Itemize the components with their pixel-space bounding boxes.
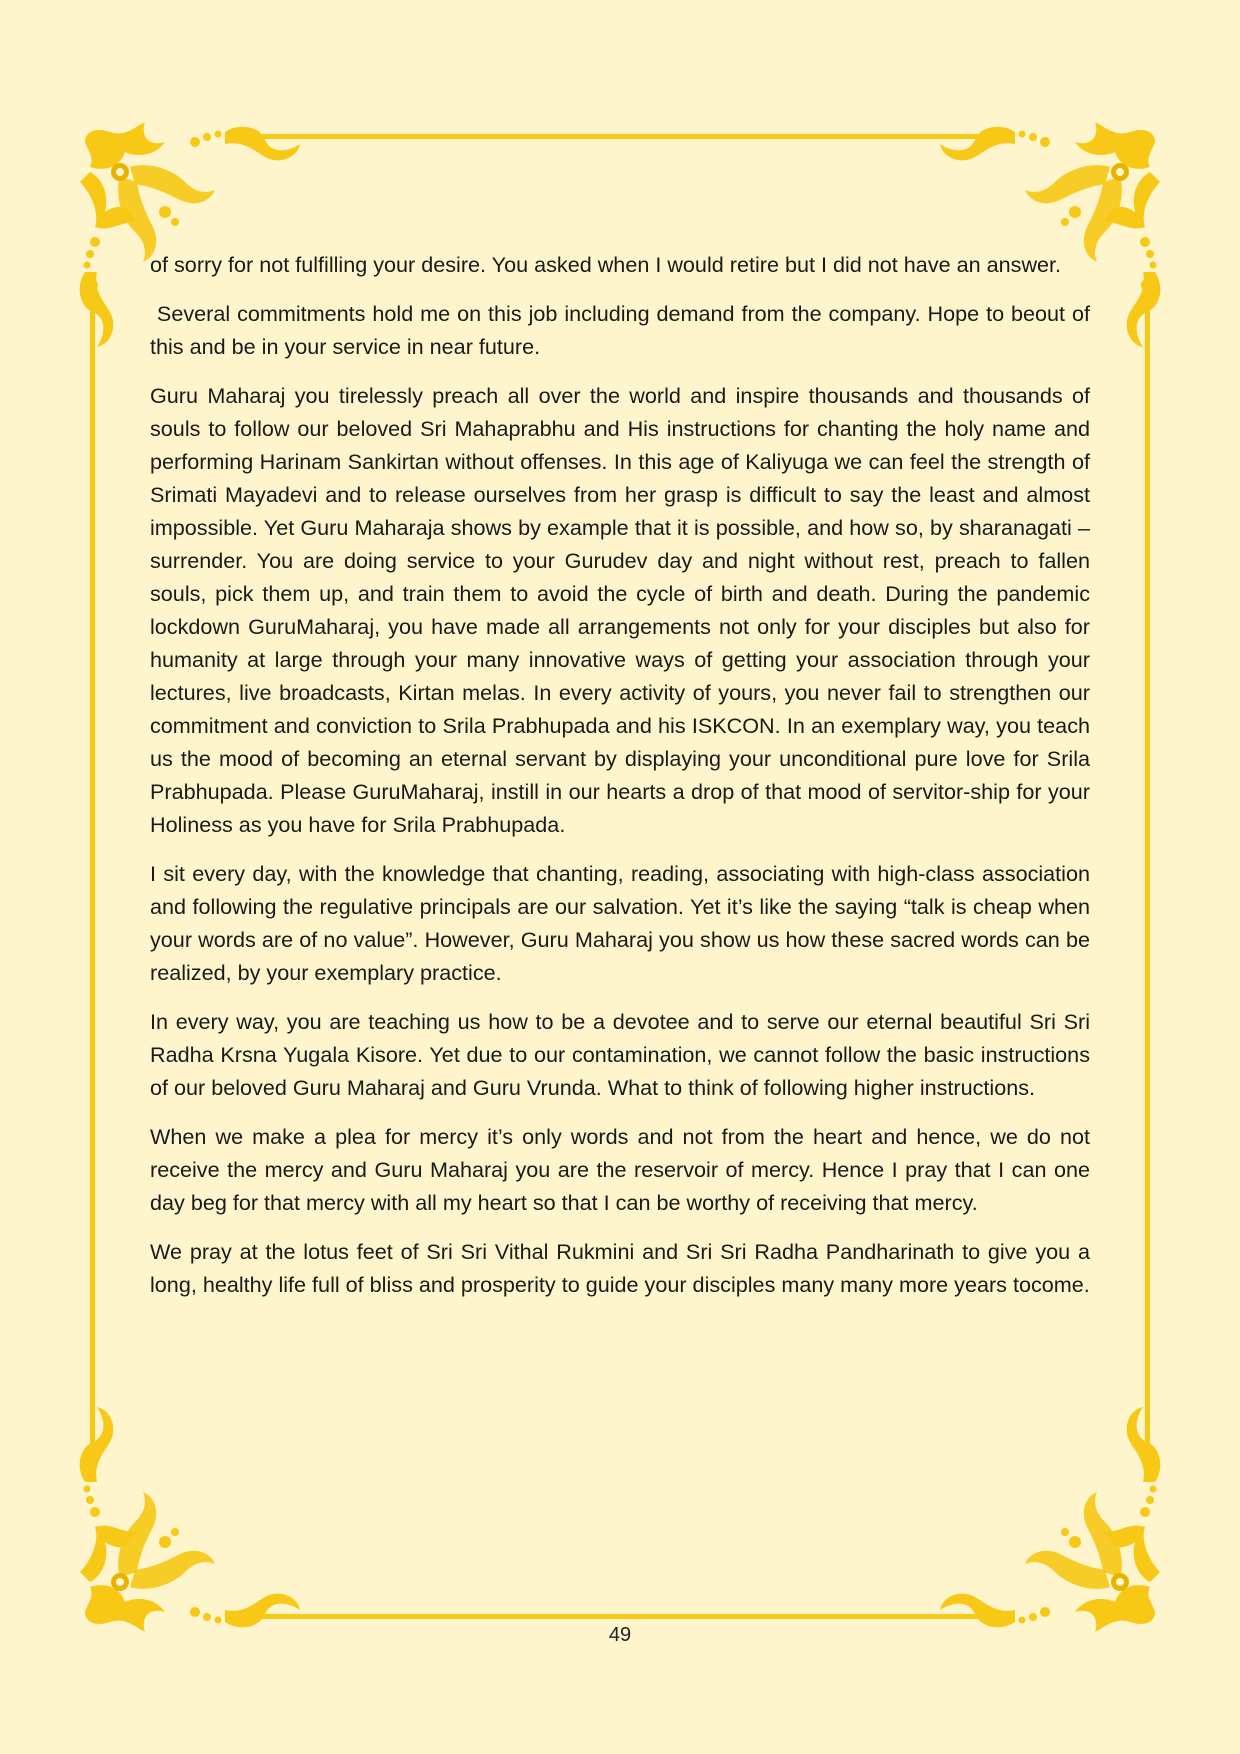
paragraph-1: of sorry for not fulfilling your desire. You asked when I would retire but I did not have an answer. — [150, 252, 1062, 277]
paragraph-6: When we make a plea for mercy it’s only words and not from the heart and hence, we do not receive the mercy and Guru Maharaj you are the reservoir of mercy. Hence I pray that I can one day beg for that mercy with all my heart so that I can be worthy of receiving that mercy. — [150, 1124, 1090, 1215]
page-number: 49 — [608, 1624, 632, 1646]
paragraph-5: In every way, you are teaching us how to be a devotee and to serve our eternal beautiful Sri Sri Radha Krsna Yugala Kisore. Yet due to our contamination, we cannot follow the basic instructions of our beloved Guru Maharaj and Guru Vrunda. What to think of following higher instructions. — [150, 1009, 1090, 1100]
paragraph-7: We pray at the lotus feet of Sri Sri Vithal Rukmini and Sri Sri Radha Pandharinath to give you a long, healthy life full of bliss and prosperity to guide your disciples many many more years tocome. — [150, 1239, 1090, 1297]
letter-body — [150, 248, 1090, 1317]
paragraph-2: Several commitments hold me on this job including demand from the company. Hope to beout of this and be in your service in near future. — [150, 301, 1090, 359]
paragraph-4: I sit every day, with the knowledge that chanting, reading, associating with high-class association and following the regulative principals are our salvation. Yet it’s like the saying “talk is cheap when your words are of no value”. However, Guru Maharaj you show us how these sacred words can be realized, by your exemplary practice. — [150, 861, 1090, 985]
paragraph-3: Guru Maharaj you tirelessly preach all over the world and inspire thousands and thousands of souls to follow our beloved Sri Mahaprabhu and His instructions for chanting the holy name and performing Harinam Sankirtan without offenses. In this age of Kaliyuga we can feel the strength of Srimati Mayadevi and to release ourselves from her grasp is difficult to say the least and almost impossible. Yet Guru Maharaja shows by example that it is possible, and how so, by sharanagati – surrender. You are doing service to your Gurudev day and night without rest, preach to fallen souls, pick them up, and train them to avoid the cycle of birth and death. During the pandemic lockdown GuruMaharaj, you have made all arrangements not only for your disciples but also for humanity at large through your many innovative ways of getting your association through your lectures, live broadcasts, Kirtan melas. In every activity of yours, you never fail to strengthen our commitment and conviction to Srila Prabhupada and his ISKCON. In an exemplary way, you teach us the mood of becoming an eternal servant by displaying your unconditional pure love for Srila Prabhupada. Please GuruMaharaj, instill in our hearts a drop of that mood of servitor-ship for your Holiness as you have for Srila Prabhupada. — [150, 383, 1090, 837]
